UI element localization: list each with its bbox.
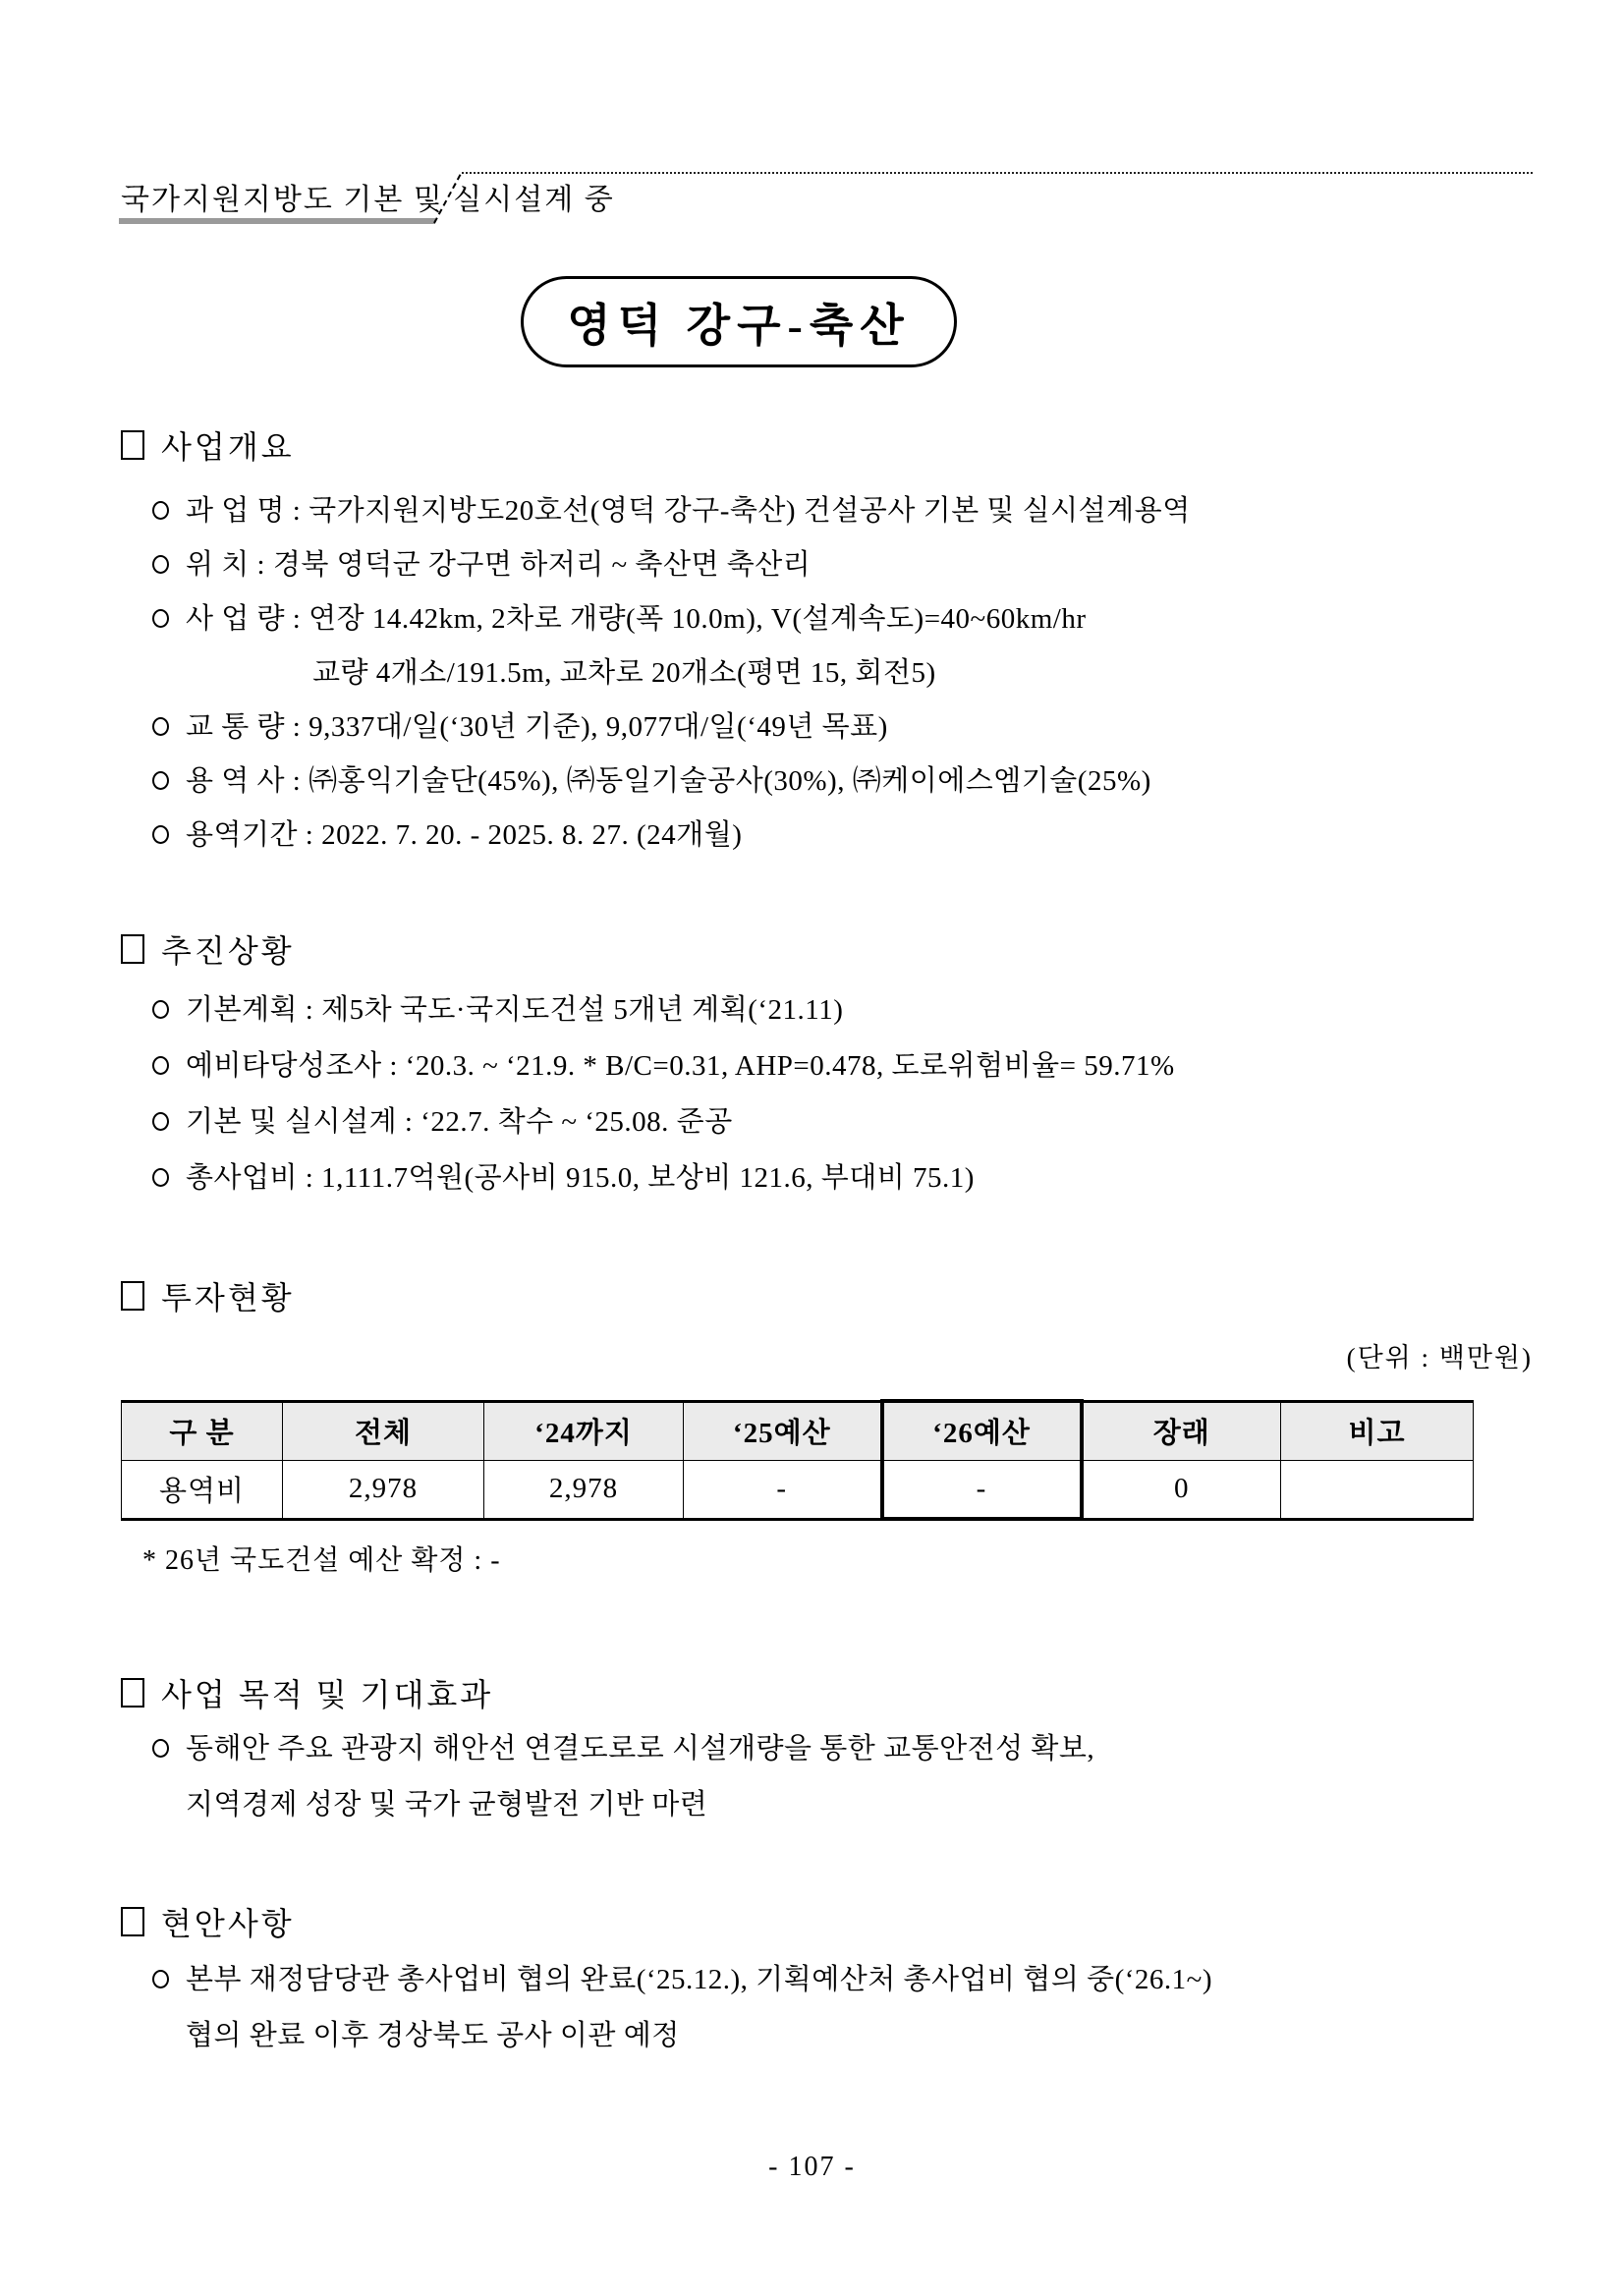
table-row: [122, 1460, 1474, 1519]
section-heading-issues: [121, 1899, 1533, 1944]
circle-bullet-icon: [152, 1000, 169, 1019]
table-unit-note: (단위 : 백만원): [1346, 1343, 1533, 1372]
table-cell: 2,978: [484, 1460, 684, 1519]
list-item-text: 교량 4개소/191.5m, 교차로 20개소(평면 15, 회전5): [312, 657, 936, 689]
list-item-text: 용 역 사 : ㈜홍익기술단(45%), ㈜동일기술공사(30%), ㈜케이에스엠기술(25%): [186, 765, 1151, 797]
project-title-oval: [521, 276, 957, 367]
list-item: [121, 1038, 1565, 1094]
column-header: 구 분: [122, 1401, 283, 1460]
list-item-text: 위 치 : 경북 영덕군 강구면 하저리 ~ 축산면 축산리: [186, 549, 812, 581]
table-cell: 용역비: [122, 1460, 283, 1519]
header-rule: [119, 218, 435, 224]
list-item-text: 과 업 명 : 국가지원지방도20호선(영덕 강구-축산) 건설공사 기본 및 실시설계용역: [186, 495, 1191, 527]
table-cell: 2,978: [283, 1460, 484, 1519]
list-item: [121, 809, 1565, 863]
column-header: ‘25예산: [684, 1401, 882, 1460]
progress-items: [121, 982, 1565, 1206]
section-heading-overview: [121, 422, 1533, 468]
project-title: 영덕 강구-축산: [567, 300, 911, 351]
section-checkbox-icon: [121, 934, 144, 964]
circle-bullet-icon: [152, 1970, 169, 1988]
column-header-highlighted: ‘26예산: [882, 1401, 1082, 1460]
list-item: [121, 592, 1565, 646]
circle-bullet-icon: [152, 771, 169, 790]
circle-bullet-icon: [152, 1112, 169, 1131]
table-footnote: * 26년 국도건설 예산 확정 : -: [142, 1545, 501, 1576]
section-checkbox-icon: [121, 430, 144, 460]
table-cell-highlighted: -: [882, 1460, 1082, 1519]
column-header: ‘24까지: [484, 1401, 684, 1460]
investment-table: [121, 1399, 1474, 1521]
list-item: [121, 982, 1565, 1038]
header-slash-icon: [428, 168, 468, 227]
list-item: [121, 1952, 1565, 2008]
circle-bullet-icon: [152, 717, 169, 736]
section-heading-purpose: [121, 1670, 1533, 1715]
issues-items: [121, 1952, 1565, 2064]
column-header: 장래: [1082, 1401, 1281, 1460]
section-title: 현안사항: [161, 1906, 295, 1941]
page-number: - 107 -: [768, 2152, 856, 2182]
list-item-text: 기본계획 : 제5차 국도·국지도건설 5개년 계획(‘21.11): [186, 994, 844, 1026]
circle-bullet-icon: [152, 825, 169, 844]
circle-bullet-icon: [152, 609, 169, 628]
section-checkbox-icon: [121, 1281, 144, 1311]
section-title: 사업 목적 및 기대효과: [161, 1677, 494, 1712]
list-item-continuation: [121, 1777, 1565, 1833]
list-item-text: 동해안 주요 관광지 해안선 연결도로로 시설개량을 통한 교통안전성 확보,: [186, 1733, 1095, 1764]
circle-bullet-icon: [152, 555, 169, 574]
list-item: [121, 538, 1565, 592]
list-item: [121, 484, 1565, 538]
purpose-items: [121, 1721, 1565, 1833]
list-item: [121, 755, 1565, 809]
list-item-text: 본부 재정담당관 총사업비 협의 완료(‘25.12.), 기획예산처 총사업비 협의 중(‘26.1~): [186, 1964, 1213, 1995]
list-item-continuation: [121, 2008, 1565, 2064]
list-item-continuation: [121, 646, 1565, 700]
section-checkbox-icon: [121, 1907, 144, 1936]
section-heading-progress: [121, 926, 1533, 972]
list-item: [121, 700, 1565, 755]
column-header: 전체: [283, 1401, 484, 1460]
circle-bullet-icon: [152, 1168, 169, 1187]
section-checkbox-icon: [121, 1678, 144, 1708]
list-item-text: 교 통 량 : 9,337대/일(‘30년 기준), 9,077대/일(‘49년 목표): [186, 711, 888, 743]
section-title: 사업개요: [161, 429, 295, 465]
column-header: 비고: [1281, 1401, 1474, 1460]
header-dotted-line: [462, 172, 1533, 174]
table-header-row: [122, 1401, 1474, 1460]
overview-items: [121, 484, 1565, 863]
list-item-text: 사 업 량 : 연장 14.42km, 2차로 개량(폭 10.0m), V(설계속도)=40~60km/hr: [186, 603, 1087, 635]
list-item-text: 용역기간 : 2022. 7. 20. - 2025. 8. 27. (24개월): [186, 819, 743, 851]
section-title: 투자현황: [161, 1280, 295, 1316]
list-item: [121, 1150, 1565, 1206]
section-heading-investment: [121, 1273, 1533, 1318]
table-cell: [1281, 1460, 1474, 1519]
list-item-text: 예비타당성조사 : ‘20.3. ~ ‘21.9. * B/C=0.31, AHP=0.478, 도로위험비율= 59.71%: [186, 1050, 1175, 1082]
list-item-text: 지역경제 성장 및 국가 균형발전 기반 마련: [186, 1789, 708, 1820]
list-item-text: 협의 완료 이후 경상북도 공사 이관 예정: [186, 2020, 680, 2051]
circle-bullet-icon: [152, 1739, 169, 1758]
list-item: [121, 1721, 1565, 1777]
list-item-text: 기본 및 실시설계 : ‘22.7. 착수 ~ ‘25.08. 준공: [186, 1106, 733, 1138]
list-item-text: 총사업비 : 1,111.7억원(공사비 915.0, 보상비 121.6, 부대비 75.1): [186, 1162, 975, 1194]
section-title: 추진상황: [161, 933, 295, 969]
list-item: [121, 1094, 1565, 1150]
circle-bullet-icon: [152, 501, 169, 520]
table-cell: -: [684, 1460, 882, 1519]
circle-bullet-icon: [152, 1056, 169, 1075]
table-cell: 0: [1082, 1460, 1281, 1519]
running-header-label: 국가지원지방도 기본 및 실시설계 중: [121, 184, 615, 216]
